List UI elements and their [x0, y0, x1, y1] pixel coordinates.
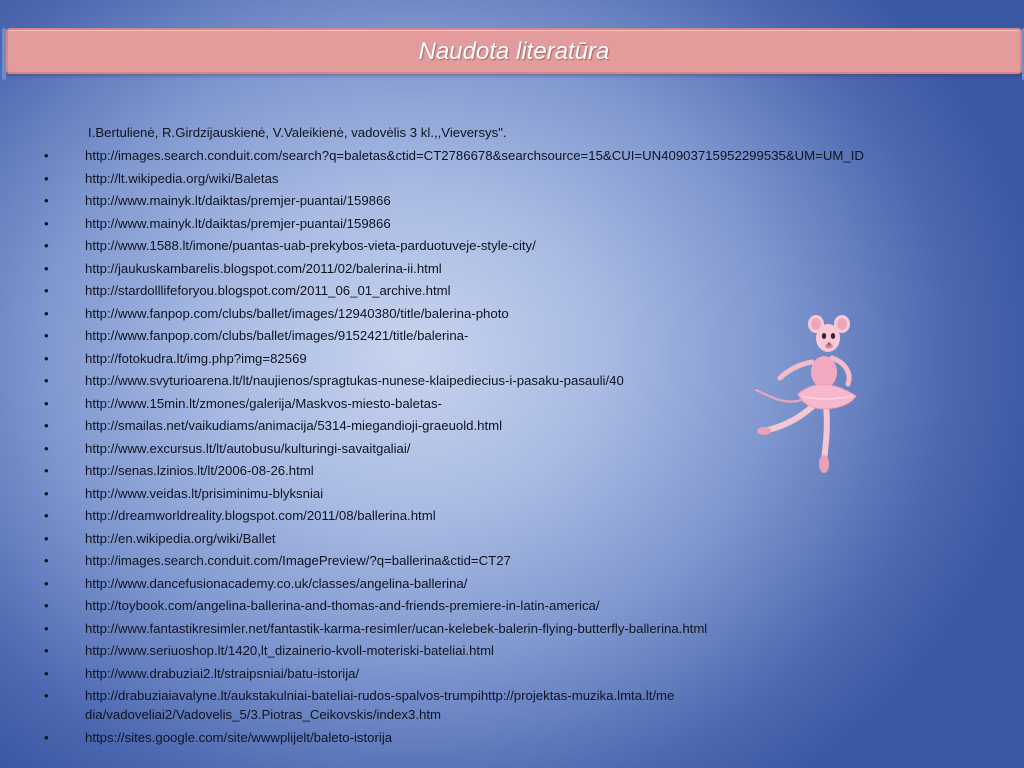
reference-text: http://www.veidas.lt/prisiminimu-blyksniai	[85, 485, 324, 501]
reference-text: http://toybook.com/angelina-ballerina-and-thomas-and-friends-premiere-in-latin-america/	[85, 598, 600, 613]
reference-text: http://www.fantastikresimler.net/fantastik-karma-resimler/ucan-kelebek-balerin-flying-butterfly-ballerina.html	[85, 620, 708, 636]
reference-text: http://www.dancefusionacademy.co.uk/classes/angelina-ballerina/	[85, 575, 468, 591]
bullet: •	[44, 508, 49, 523]
reference-item	[44, 551, 944, 570]
reference-text: http://images.search.conduit.com/ImagePreview/?q=ballerina&ctid=CT27	[85, 553, 511, 568]
reference-text: http://images.search.conduit.com/search?q=baletas&ctid=CT2786678&searchsource=15&CUI=UN40903715952299535&UM=UM_ID	[85, 148, 864, 163]
bullet: •	[44, 305, 49, 321]
bullet: •	[44, 553, 49, 568]
reference-text: http://dreamworldreality.blogspot.com/2011/08/ballerina.html	[85, 508, 436, 523]
bullet: •	[44, 440, 49, 456]
reference-text: http://fotokudra.lt/img.php?img=82569	[85, 350, 307, 366]
slide-title-bar	[6, 28, 1022, 74]
bullet: •	[44, 148, 49, 163]
reference-text: http://www.svyturioarena.lt/lt/naujienos/spragtukas-nunese-klaipediecius-i-pasaku-pasauli/40	[85, 373, 624, 388]
reference-item	[44, 146, 944, 165]
reference-item	[44, 728, 944, 747]
reference-item	[44, 169, 944, 188]
bullet: •	[44, 665, 49, 681]
reference-text: https://sites.google.com/site/wwwplijelt/baleto-istorija	[85, 729, 393, 745]
bullet: •	[44, 598, 49, 613]
title-bar-left-cap	[2, 28, 6, 80]
reference-text: http://www.seriuoshop.lt/1420,lt_dizainerio-kvoll-moteriski-bateliai.html	[85, 643, 494, 658]
reference-item	[44, 664, 944, 683]
bullet: •	[44, 530, 49, 546]
bullet: •	[44, 283, 49, 298]
reference-text: http://www.drabuziai2.lt/straipsniai/batu-istorija/	[85, 665, 360, 681]
reference-text: http://smailas.net/vaikudiams/animacija/5314-miegandioji-graeuold.html	[85, 418, 503, 433]
bullet: •	[44, 418, 49, 433]
reference-text: http://senas.lzinios.lt/lt/2006-08-26.html	[85, 463, 314, 478]
reference-item	[44, 641, 944, 660]
reference-item	[44, 259, 944, 278]
bullet: •	[44, 620, 49, 636]
bullet: •	[44, 729, 49, 745]
bullet: •	[44, 463, 49, 478]
reference-text: http://stardolllifeforyou.blogspot.com/2011_06_01_archive.html	[85, 283, 451, 298]
reference-item	[44, 214, 944, 233]
reference-text: http://www.15min.lt/zmones/galerija/Maskvos-miesto-baletas-	[85, 395, 442, 411]
reference-text: http://www.1588.lt/imone/puantas-uab-prekybos-vieta-parduotuveje-style-city/	[85, 238, 536, 253]
reference-text: http://www.fanpop.com/clubs/ballet/images/12940380/title/balerina-photo	[85, 305, 509, 321]
reference-text: http://en.wikipedia.org/wiki/Ballet	[85, 530, 276, 546]
reference-item	[44, 529, 944, 548]
reference-item	[44, 191, 944, 210]
intro-reference: I.Bertulienė, R.Girdzijauskienė, V.Valeikienė, vadovėlis 3 kl.,,Vieversys".	[88, 125, 507, 140]
reference-item	[44, 574, 944, 593]
reference-item	[44, 236, 944, 255]
bullet: •	[44, 395, 49, 411]
bullet: •	[44, 373, 49, 388]
reference-text: http://jaukuskambarelis.blogspot.com/2011/02/balerina-ii.html	[85, 260, 442, 276]
ballerina-mouse-icon	[752, 310, 872, 480]
reference-text: http://www.mainyk.lt/daiktas/premjer-puantai/159866	[85, 215, 391, 231]
reference-item	[44, 484, 944, 503]
reference-text: http://www.fanpop.com/clubs/ballet/images/9152421/title/balerina-	[85, 328, 469, 343]
slide-title: Naudota literatūra	[418, 38, 610, 65]
reference-item	[44, 686, 675, 724]
bullet: •	[44, 575, 49, 591]
reference-item	[44, 281, 944, 300]
reference-text: http://www.excursus.lt/lt/autobusu/kulturingi-savaitgaliai/	[85, 440, 411, 456]
bullet: •	[44, 328, 49, 343]
bullet: •	[44, 688, 49, 703]
bullet: •	[44, 238, 49, 253]
bullet: •	[44, 485, 49, 501]
bullet: •	[44, 215, 49, 231]
bullet: •	[44, 350, 49, 366]
bullet: •	[44, 260, 49, 276]
reference-text: http://drabuziaiavalyne.lt/aukstakulniai-bateliai-rudos-spalvos-trumpihttp://projektas-muzika.lmta.lt/media/vadoveliai2/Vadovelis_5/3.Piotras_Ceikovskis/index3.htm	[85, 688, 675, 722]
bullet: •	[44, 170, 49, 186]
reference-text: http://lt.wikipedia.org/wiki/Baletas	[85, 170, 279, 186]
bullet: •	[44, 193, 49, 208]
reference-item	[44, 506, 944, 525]
reference-item	[44, 619, 944, 638]
bullet: •	[44, 643, 49, 658]
reference-text: http://www.mainyk.lt/daiktas/premjer-puantai/159866	[85, 193, 391, 208]
reference-item	[44, 596, 944, 615]
